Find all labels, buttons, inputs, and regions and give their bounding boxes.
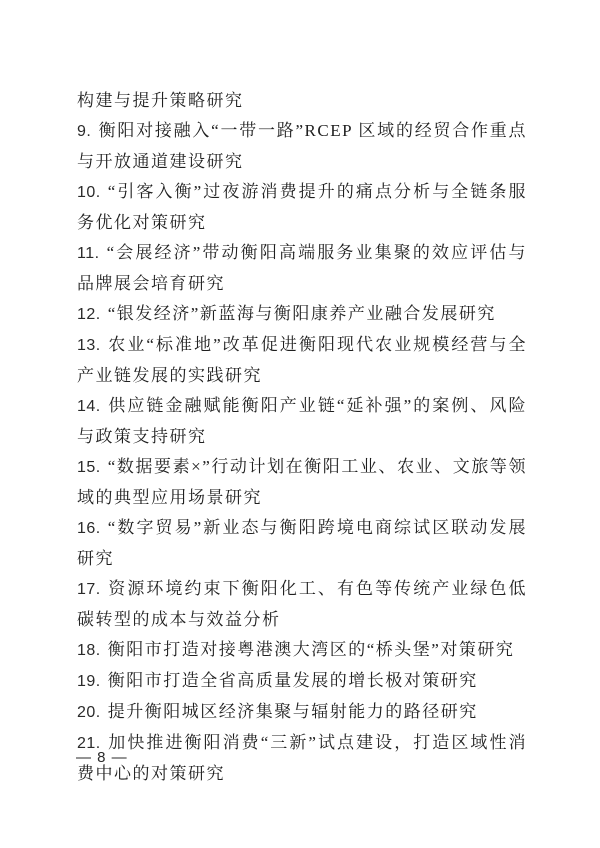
- topic-item: [77, 728, 527, 789]
- topic-text: “数据要素×”行动计划在衡阳工业、农业、文旅等领域的典型应用场景研究: [77, 457, 527, 507]
- topic-item: [77, 177, 527, 238]
- topic-number: 14.: [77, 398, 101, 415]
- topic-number: 9.: [77, 123, 92, 140]
- continuation-line: 构建与提升策略研究: [77, 91, 244, 110]
- topic-number: 10.: [77, 184, 101, 201]
- topic-text: “数字贸易”新业态与衡阳跨境电商综试区联动发展研究: [77, 518, 527, 568]
- topic-item: [77, 666, 527, 697]
- topic-number: 20.: [77, 704, 101, 721]
- topic-number: 16.: [77, 520, 101, 537]
- topic-item: [77, 452, 527, 513]
- topic-item: [77, 697, 527, 728]
- topic-number: 17.: [77, 581, 101, 598]
- topic-item: [77, 635, 527, 666]
- topic-text: 供应链金融赋能衡阳产业链“延补强”的案例、风险与政策支持研究: [77, 396, 527, 446]
- topic-text: 提升衡阳城区经济集聚与辐射能力的路径研究: [107, 702, 478, 721]
- page-number: — 8 —: [76, 749, 128, 766]
- topic-item: [77, 513, 527, 574]
- topic-item: [77, 238, 527, 299]
- topic-text: 衡阳市打造对接粤港澳大湾区的“桥头堡”对策研究: [107, 640, 515, 659]
- topic-number: 18.: [77, 642, 101, 659]
- topic-number: 13.: [77, 337, 101, 354]
- topic-text: “引客入衡”过夜游消费提升的痛点分析与全链条服务优化对策研究: [77, 182, 527, 232]
- topic-item: [77, 574, 527, 635]
- topic-item: [77, 330, 527, 391]
- topic-number: 21.: [77, 735, 101, 752]
- topic-text: 衡阳对接融入“一带一路”RCEP 区域的经贸合作重点与开放通道建设研究: [77, 121, 527, 171]
- topic-text: “会展经济”带动衡阳高端服务业集聚的效应评估与品牌展会培育研究: [77, 243, 527, 293]
- topic-number: 11.: [77, 245, 100, 262]
- topic-number: 12.: [77, 306, 101, 323]
- topic-text: 衡阳市打造全省高质量发展的增长极对策研究: [107, 671, 478, 690]
- topic-number: 15.: [77, 459, 101, 476]
- topic-text: 农业“标准地”改革促进衡阳现代农业规模经营与全产业链发展的实践研究: [77, 335, 527, 385]
- topic-item: [77, 299, 527, 330]
- topic-text: 加快推进衡阳消费“三新”试点建设，打造区域性消费中心的对策研究: [77, 733, 527, 783]
- topic-number: 19.: [77, 673, 101, 690]
- topic-text: “银发经济”新蓝海与衡阳康养产业融合发展研究: [107, 304, 496, 323]
- topic-list: [77, 86, 527, 789]
- topic-text: 资源环境约束下衡阳化工、有色等传统产业绿色低碳转型的成本与效益分析: [77, 579, 527, 629]
- topic-item: [77, 391, 527, 452]
- topic-item: [77, 116, 527, 177]
